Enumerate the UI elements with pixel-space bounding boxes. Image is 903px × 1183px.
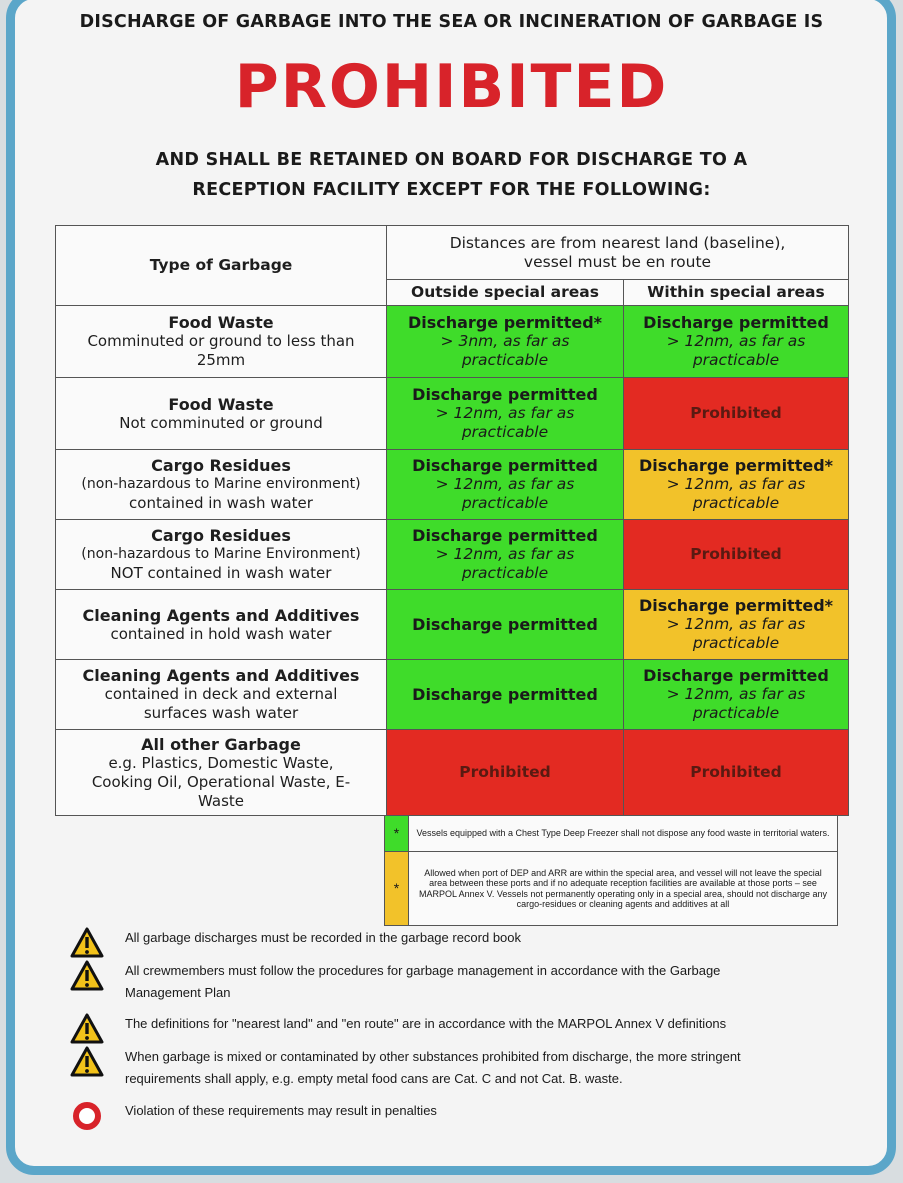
discharge-condition: > 12nm, as far as — [666, 685, 806, 703]
garbage-type-description: (non-hazardous to Marine environment) — [81, 476, 361, 492]
discharge-condition: practicable — [692, 494, 780, 512]
within-special-area-cell — [624, 306, 849, 378]
warning-text-line: All crewmembers must follow the procedures for garbage management in accordance with the Garbage — [125, 963, 721, 978]
outside-special-area-cell — [387, 730, 624, 816]
discharge-status: Discharge permitted — [412, 456, 598, 475]
outside-special-area-cell — [387, 590, 624, 660]
discharge-status: Prohibited — [459, 763, 551, 781]
warning-text — [125, 1100, 850, 1122]
footnote-text-yellow: Allowed when port of DEP and ARR are within the special area, and vessel will not leave the special area between these ports and if no adequate reception facilities are available at those ports – see MARPOL Annex V. Vessels not permanently operating only in a special area, should not discharge any cargo-residues or cleaning agents and additives at all — [409, 852, 838, 926]
footnotes-table — [384, 815, 838, 926]
garbage-type-title: Cleaning Agents and Additives — [82, 666, 360, 685]
discharge-condition: practicable — [461, 423, 549, 441]
warning-text — [125, 1046, 850, 1090]
table-row — [56, 306, 849, 378]
garbage-type-description: NOT contained in wash water — [110, 564, 332, 582]
table-row — [56, 660, 849, 730]
warning-triangle-icon — [70, 1013, 104, 1045]
discharge-condition: > 12nm, as far as — [666, 475, 806, 493]
within-special-area-cell — [624, 520, 849, 590]
type-of-garbage-header: Type of Garbage — [56, 226, 387, 306]
discharge-status: Discharge permitted — [412, 615, 598, 634]
discharge-status: Discharge permitted* — [638, 596, 834, 615]
footnote-marker-yellow: * — [385, 852, 409, 926]
warning-triangle-icon — [70, 960, 104, 992]
garbage-type-cell — [56, 660, 387, 730]
warning-text-line: The definitions for "nearest land" and "en route" are in accordance with the MARPOL Annex V definitions — [125, 1016, 727, 1031]
footnote-marker-green: * — [385, 816, 409, 852]
discharge-condition: practicable — [461, 351, 549, 369]
garbage-type-cell — [56, 520, 387, 590]
discharge-status: Discharge permitted — [412, 685, 598, 704]
garbage-type-title: Food Waste — [168, 394, 274, 414]
discharge-status: Prohibited — [690, 404, 782, 422]
garbage-type-description: surfaces wash water — [143, 704, 299, 722]
discharge-status: Discharge permitted* — [407, 313, 603, 332]
garbage-type-description: 25mm — [196, 351, 246, 369]
outside-special-area-cell — [387, 450, 624, 520]
table-row — [56, 450, 849, 520]
discharge-condition: > 12nm, as far as — [435, 545, 575, 563]
table-row — [56, 378, 849, 450]
garbage-type-title: All other Garbage — [141, 734, 301, 754]
outside-special-areas-header: Outside special areas — [387, 280, 624, 306]
distance-header-line-2: vessel must be en route — [523, 252, 712, 271]
discharge-status: Discharge permitted* — [638, 456, 834, 475]
garbage-type-title: Cargo Residues — [151, 456, 291, 475]
within-special-area-cell — [624, 660, 849, 730]
outside-special-area-cell — [387, 520, 624, 590]
table-row — [56, 590, 849, 660]
prohibition-circle-icon — [70, 1100, 104, 1132]
discharge-condition: practicable — [461, 494, 549, 512]
within-special-area-cell — [624, 378, 849, 450]
garbage-type-cell — [56, 590, 387, 660]
garbage-type-description: contained in hold wash water — [110, 624, 332, 643]
warning-text — [125, 927, 850, 949]
discharge-status: Prohibited — [690, 545, 782, 563]
discharge-status: Discharge permitted — [412, 526, 598, 545]
warning-text — [125, 960, 850, 1004]
garbage-type-description: Waste — [198, 791, 244, 810]
discharge-condition: practicable — [461, 564, 549, 582]
table-row — [56, 520, 849, 590]
garbage-type-title: Cleaning Agents and Additives — [82, 605, 360, 625]
distance-header-line-1: Distances are from nearest land (baseline), — [449, 233, 786, 252]
discharge-status: Discharge permitted — [643, 313, 829, 332]
discharge-condition: > 12nm, as far as — [666, 615, 806, 633]
discharge-condition: practicable — [692, 351, 780, 369]
within-special-area-cell — [624, 590, 849, 660]
garbage-type-title: Cargo Residues — [151, 526, 291, 545]
garbage-type-cell — [56, 730, 387, 816]
garbage-type-description: contained in wash water — [129, 494, 313, 512]
garbage-type-description: (non-hazardous to Marine Environment) — [81, 546, 361, 562]
warning-text-line: When garbage is mixed or contaminated by other substances prohibited from discharge, the more stringent — [125, 1049, 741, 1064]
header-line-3: RECEPTION FACILITY EXCEPT FOR THE FOLLOWING: — [192, 180, 711, 200]
discharge-condition: > 12nm, as far as — [666, 332, 806, 350]
garbage-type-cell — [56, 378, 387, 450]
warning-text — [125, 1013, 850, 1035]
garbage-type-cell — [56, 306, 387, 378]
outside-special-area-cell — [387, 306, 624, 378]
footnote-text-green: Vessels equipped with a Chest Type Deep Freezer shall not dispose any food waste in territorial waters. — [409, 816, 838, 852]
distance-header — [387, 226, 849, 280]
warning-triangle-icon — [70, 1046, 104, 1078]
discharge-status: Prohibited — [690, 763, 782, 781]
within-special-area-cell — [624, 450, 849, 520]
discharge-condition: practicable — [692, 634, 780, 652]
discharge-condition: > 3nm, as far as — [440, 332, 570, 350]
discharge-condition: > 12nm, as far as — [435, 475, 575, 493]
garbage-type-description: e.g. Plastics, Domestic Waste, — [108, 753, 334, 772]
garbage-type-description: Cooking Oil, Operational Waste, E- — [91, 772, 351, 791]
warning-text-line: Management Plan — [125, 985, 231, 1000]
garbage-type-cell — [56, 450, 387, 520]
discharge-condition: practicable — [692, 704, 780, 722]
prohibited-title: PROHIBITED — [234, 52, 669, 122]
garbage-type-description: contained in deck and external — [104, 685, 338, 703]
garbage-type-description: Not comminuted or ground — [119, 413, 323, 432]
outside-special-area-cell — [387, 660, 624, 730]
header-line-2: AND SHALL BE RETAINED ON BOARD FOR DISCHARGE TO A — [155, 150, 748, 170]
discharge-status: Discharge permitted — [643, 666, 829, 685]
warning-text-line: requirements shall apply, e.g. empty metal food cans are Cat. C and not Cat. B. waste. — [125, 1071, 623, 1086]
header-line-1: DISCHARGE OF GARBAGE INTO THE SEA OR INCINERATION OF GARBAGE IS — [79, 12, 824, 32]
discharge-condition: > 12nm, as far as — [435, 404, 575, 422]
discharge-status: Discharge permitted — [412, 385, 598, 404]
warning-text-line: Violation of these requirements may result in penalties — [125, 1103, 437, 1118]
warning-text-line: All garbage discharges must be recorded in the garbage record book — [125, 930, 522, 945]
outside-special-area-cell — [387, 378, 624, 450]
garbage-type-title: Food Waste — [168, 313, 274, 332]
within-special-areas-header: Within special areas — [624, 280, 849, 306]
table-row — [56, 730, 849, 816]
within-special-area-cell — [624, 730, 849, 816]
garbage-type-description: Comminuted or ground to less than — [87, 332, 355, 350]
garbage-discharge-table — [55, 225, 849, 816]
warning-triangle-icon — [70, 927, 104, 959]
